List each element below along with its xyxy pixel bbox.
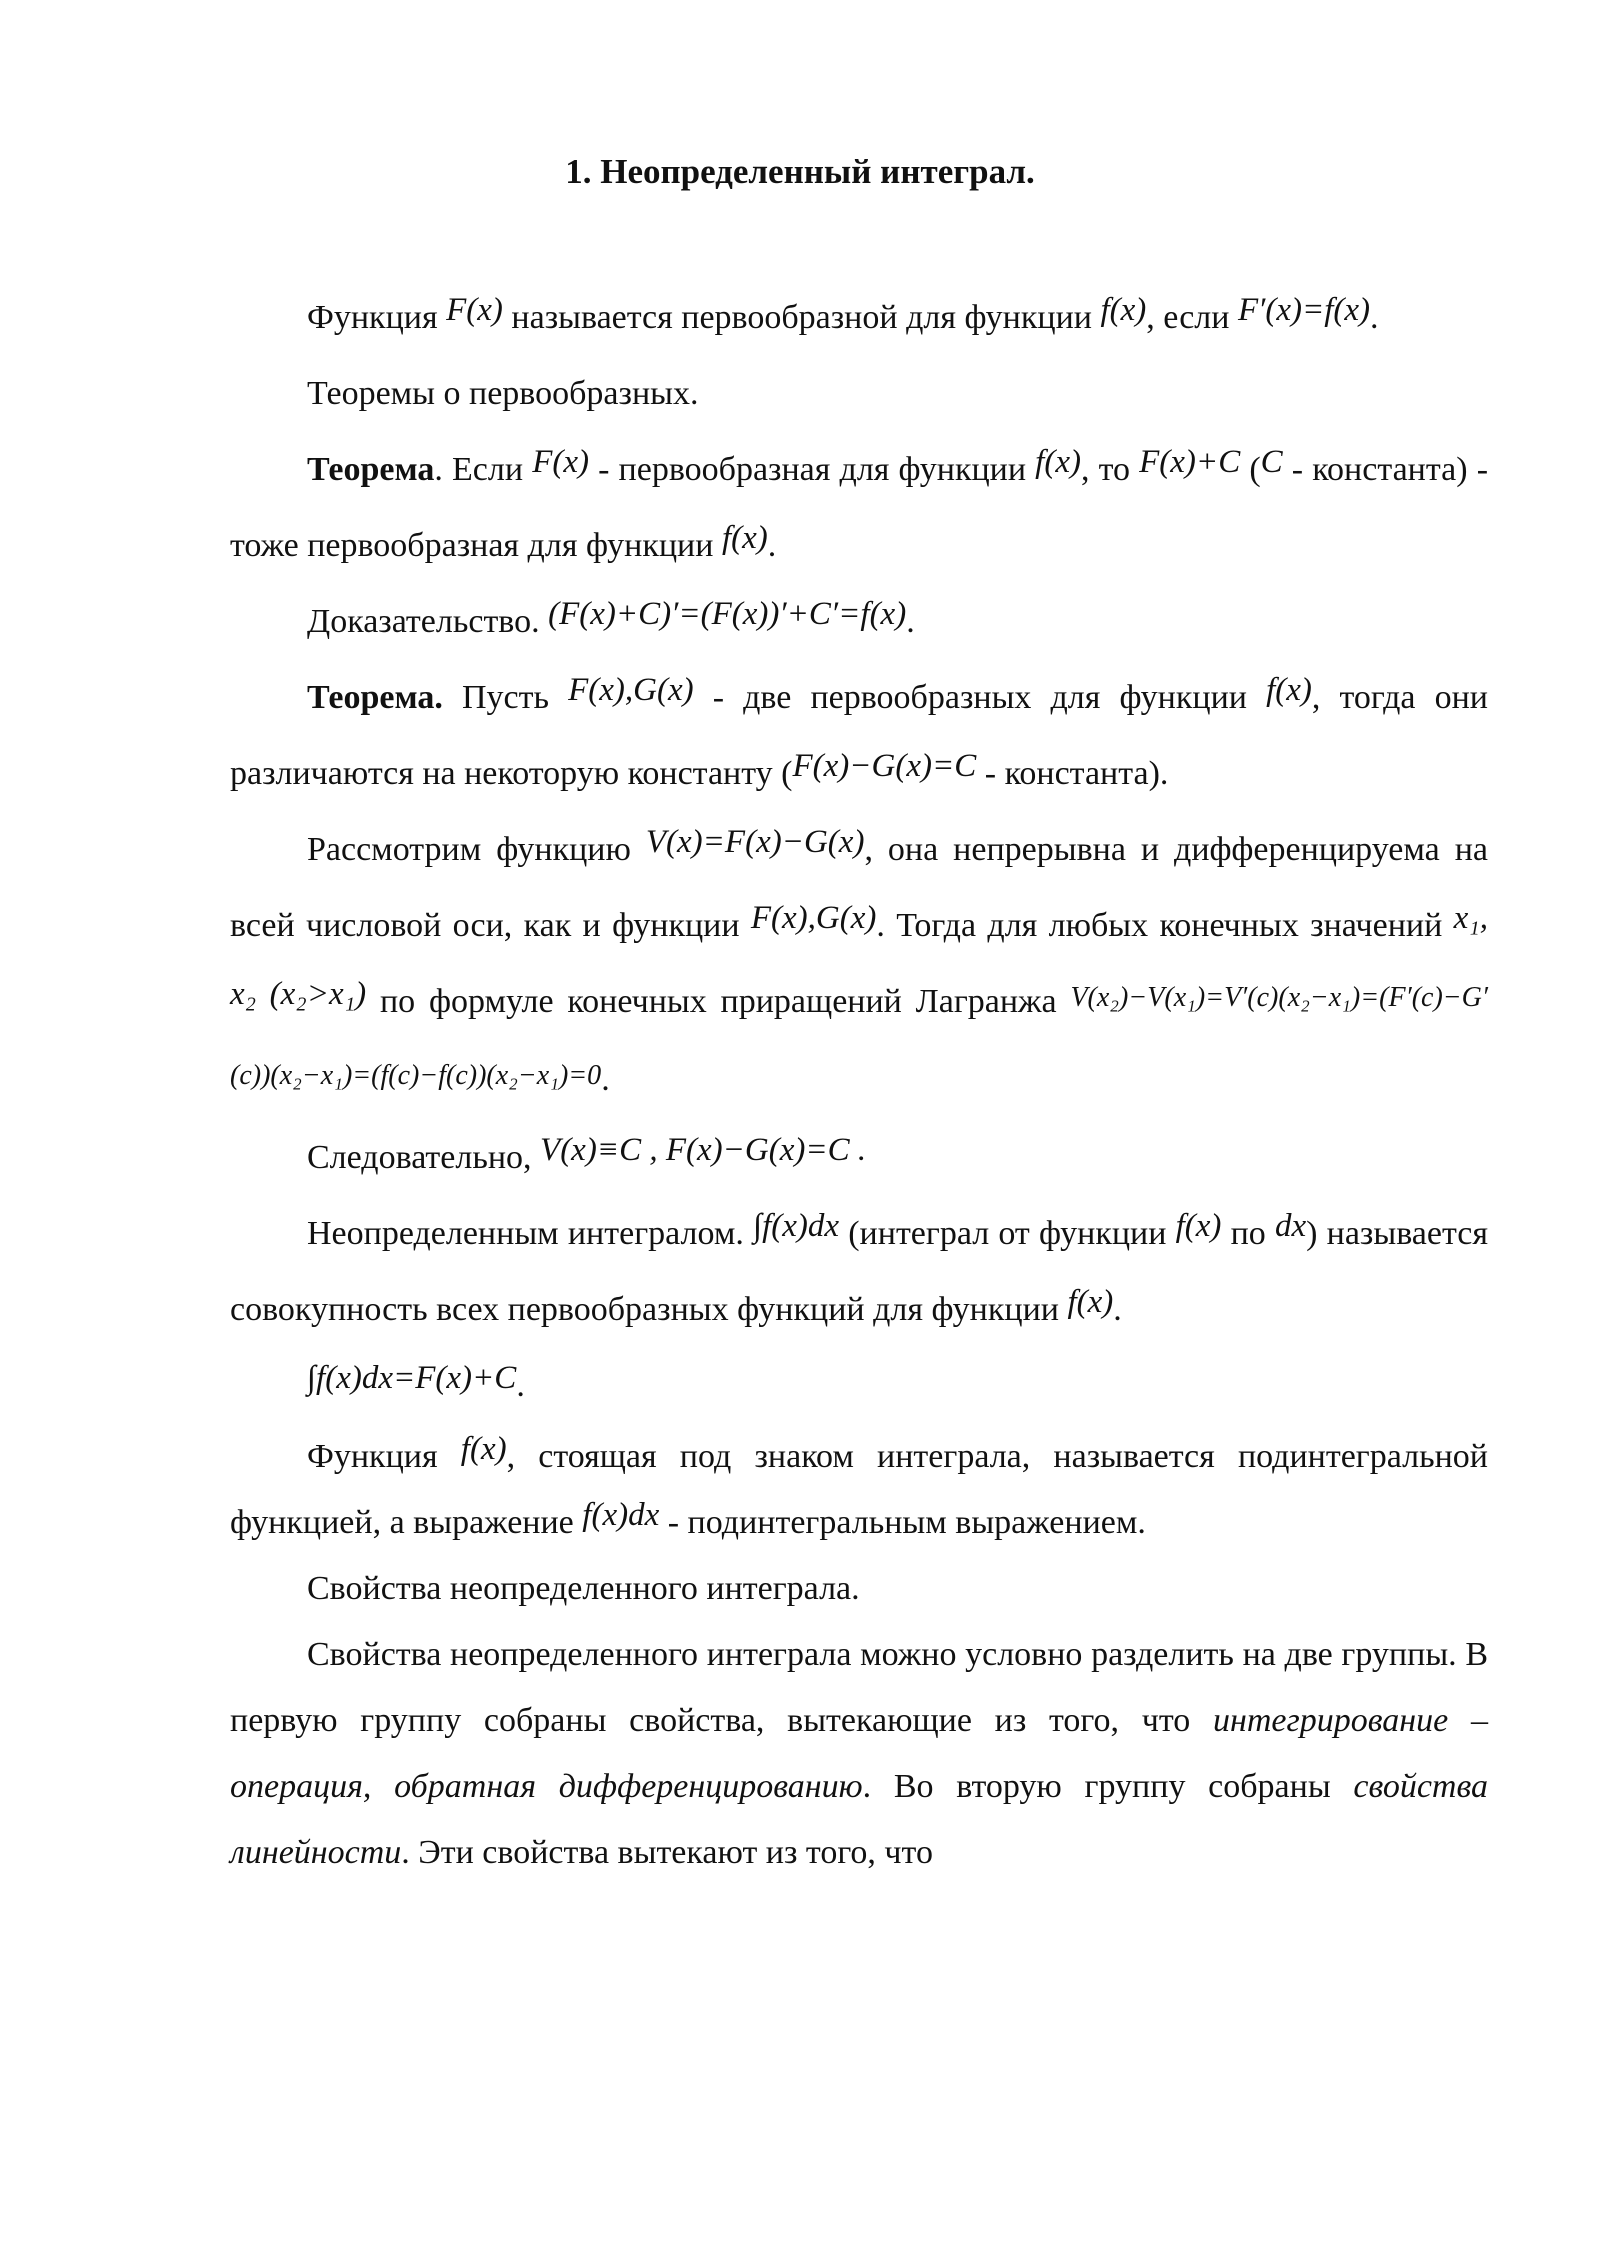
text: - две первообразных для функции bbox=[693, 679, 1267, 716]
formula: F(x) bbox=[532, 444, 589, 480]
formula: (F(x)+C)′=(F(x))′+C′=f(x) bbox=[548, 596, 907, 632]
italic-text: свойства линейности bbox=[230, 1768, 1488, 1871]
text: ( bbox=[1240, 451, 1261, 488]
theorem-label: Теорема. bbox=[307, 679, 443, 716]
text: Функция bbox=[307, 1438, 461, 1475]
formula: f(x) bbox=[1100, 292, 1147, 328]
formula: F(x),G(x) bbox=[750, 900, 877, 936]
text: . Во вторую группу собраны bbox=[862, 1768, 1354, 1805]
text: Свойства неопределенного интеграла можно условно разделить на две группы. В первую группу собраны свойства, вытекающие из того, что bbox=[230, 1636, 1488, 1739]
formula: F′(x)=f(x) bbox=[1237, 292, 1371, 328]
text: - первообразная для функции bbox=[588, 451, 1036, 488]
paragraph-integrand bbox=[230, 1424, 1488, 1556]
text: , тогда они различаются на некоторую константу ( bbox=[230, 679, 1488, 792]
formula: F(x)+C bbox=[1139, 444, 1241, 480]
text: - константа) - тоже первообразная для функции bbox=[230, 451, 1489, 564]
page-title: 1. Неопределенный интеграл. bbox=[565, 152, 1035, 191]
text: (интеграл от функции bbox=[839, 1215, 1176, 1252]
formula: V(x)=F(x)−G(x) bbox=[645, 824, 865, 860]
paragraph-theorem-1 bbox=[230, 432, 1488, 584]
text: ) называется совокупность всех первообразных функций для функции bbox=[230, 1215, 1488, 1328]
formula: x₁, x₂ (x₂>x₁) bbox=[230, 900, 1488, 1012]
paragraph-properties bbox=[230, 1622, 1488, 1886]
paragraph-properties-heading: Свойства неопределенного интеграла. bbox=[307, 1570, 860, 1607]
theorem-label: Теорема bbox=[307, 451, 435, 488]
formula: f(x) bbox=[460, 1431, 507, 1467]
paragraph-theorem-2 bbox=[230, 660, 1488, 812]
text: . bbox=[601, 1061, 610, 1098]
formula: V(x)≡C , F(x)−G(x)=C . bbox=[540, 1132, 867, 1168]
formula: ∫f(x)dx=F(x)+C bbox=[307, 1360, 517, 1396]
text: . Эти свойства вытекают из того, что bbox=[401, 1834, 933, 1871]
text: . Тогда для любых конечных значений bbox=[876, 907, 1454, 944]
formula: f(x) bbox=[1266, 672, 1312, 708]
paragraph-theorems-heading: Теоремы о первообразных. bbox=[307, 375, 699, 412]
formula: dx bbox=[1274, 1208, 1307, 1244]
formula: C bbox=[1260, 444, 1283, 480]
text: . bbox=[767, 527, 777, 564]
italic-text: интегрирование – операция, обратная дифференцированию bbox=[230, 1702, 1488, 1805]
text: Функция bbox=[307, 299, 447, 336]
formula: f(x) bbox=[1035, 444, 1081, 480]
paragraph-consequently bbox=[230, 1120, 1488, 1196]
formula: f(x)dx bbox=[582, 1497, 660, 1533]
paragraph-antiderivative-definition bbox=[230, 280, 1488, 356]
text: . Если bbox=[434, 451, 533, 488]
text: . bbox=[906, 603, 915, 640]
formula: f(x) bbox=[721, 520, 768, 556]
formula: F(x) bbox=[446, 292, 503, 328]
document-body bbox=[230, 280, 1488, 1886]
text: Следовательно, bbox=[307, 1139, 541, 1176]
paragraph-indefinite-integral-definition bbox=[230, 1196, 1488, 1348]
formula: ∫f(x)dx bbox=[753, 1208, 840, 1244]
paragraph-proof bbox=[230, 584, 1488, 660]
text: Неопределенным интегралом. bbox=[307, 1215, 754, 1252]
text: Рассмотрим функцию bbox=[307, 831, 646, 868]
formula: f(x) bbox=[1175, 1208, 1222, 1244]
text: - константа). bbox=[976, 755, 1169, 792]
formula: F(x)−G(x)=C bbox=[792, 748, 977, 784]
text: Доказательство. bbox=[307, 603, 549, 640]
paragraph-lagrange bbox=[230, 812, 1488, 1120]
text: . bbox=[1113, 1291, 1122, 1328]
formula: F(x),G(x) bbox=[568, 672, 694, 708]
text: , если bbox=[1146, 299, 1238, 336]
text: , она непрерывна и дифференцируема на всей числовой оси, как и функции bbox=[230, 831, 1489, 944]
text: . bbox=[516, 1367, 525, 1404]
text: , стоящая под знаком интеграла, называется подинтегральной функцией, а выражение bbox=[230, 1438, 1488, 1541]
text: по формуле конечных приращений Лагранжа bbox=[366, 983, 1071, 1020]
text: . bbox=[1370, 299, 1379, 336]
text: по bbox=[1221, 1215, 1275, 1252]
text: - подинтегральным выражением. bbox=[659, 1504, 1146, 1541]
text: называется первообразной для функции bbox=[502, 299, 1101, 336]
text: Пусть bbox=[442, 679, 569, 716]
paragraph-integral-formula bbox=[230, 1348, 1488, 1424]
formula: f(x) bbox=[1067, 1284, 1114, 1320]
text: , то bbox=[1080, 451, 1140, 488]
formula: V(x₂)−V(x₁)=V′(c)(x₂−x₁)=(F′(c)−G′(c))(x₂−x₁)=(f(c)−f(c))(x₂−x₁)=0 bbox=[230, 982, 1489, 1091]
